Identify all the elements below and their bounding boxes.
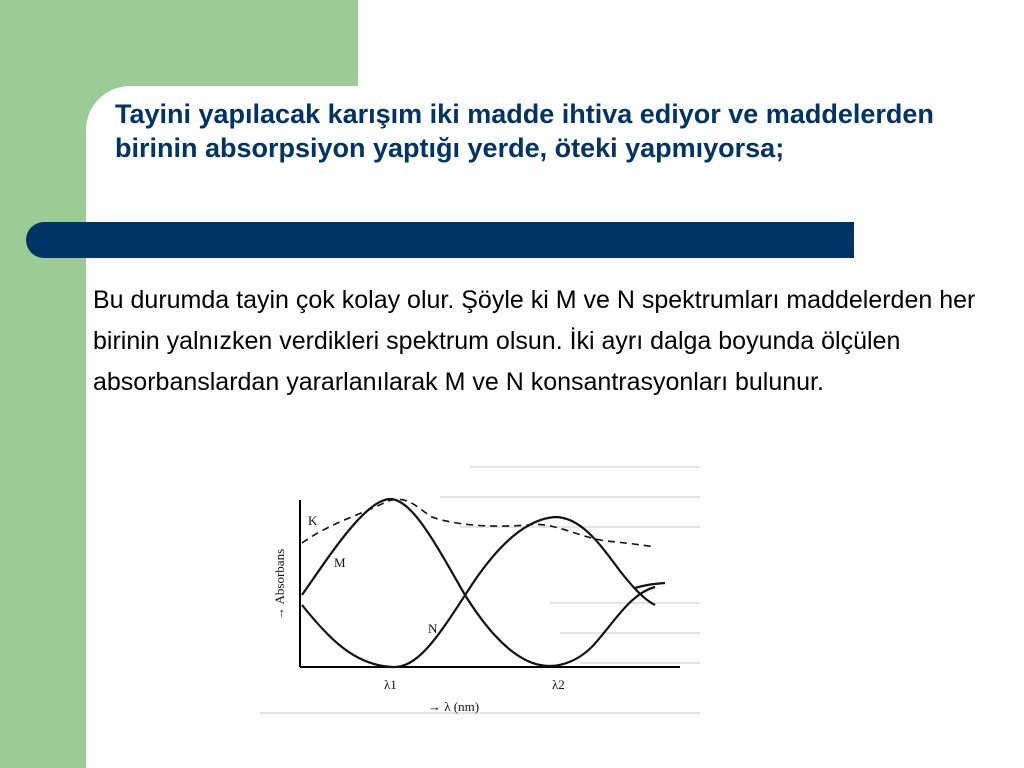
tick-label-lambda2: λ2 xyxy=(552,677,565,692)
tick-label-lambda1: λ1 xyxy=(384,677,397,692)
title-divider-bar xyxy=(26,222,854,258)
scanned-text-ghost xyxy=(260,467,700,713)
curve-label-n: N xyxy=(428,621,438,636)
curve-n xyxy=(302,517,655,667)
curve-tail xyxy=(635,583,665,588)
slide-body-text: Bu durumda tayin çok kolay olur. Şöyle ki M ve N spektrumları maddelerden her birinin yalnızken verdikleri spektrum olsun. İki ayrı dalga boyunda ölçülen absorbanslardan yararlanılarak M ve N konsantrasyonları bulunur. xyxy=(93,286,976,396)
absorbance-spectrum-figure xyxy=(260,455,700,720)
curve-label-m: M xyxy=(334,555,346,570)
curve-label-k: K xyxy=(308,513,318,528)
curve-m xyxy=(302,499,655,666)
x-axis-label: → λ (nm) xyxy=(428,699,480,714)
y-axis-label: → Absorbans xyxy=(272,548,287,620)
slide-title: Tayini yapılacak karışım iki madde ihtiva ediyor ve maddelerden birinin absorpsiyon yaptığı yerde, öteki yapmıyorsa; xyxy=(115,99,934,163)
spectrum-plot xyxy=(260,455,700,720)
